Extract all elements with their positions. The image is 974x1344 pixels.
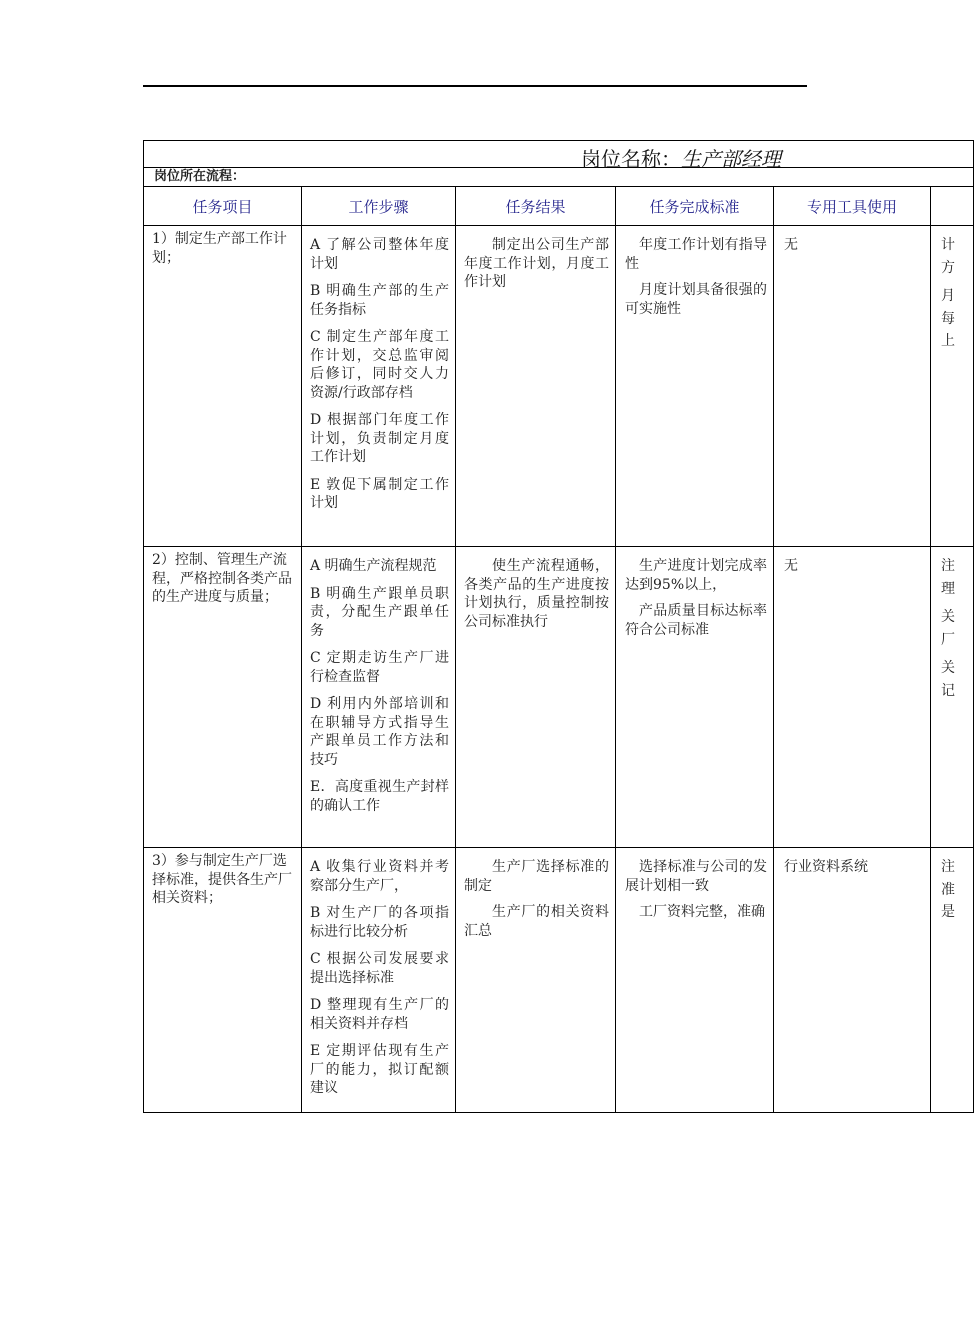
standard-item: 工厂资料完整，准确: [639, 904, 765, 920]
step-item: C 根据公司发展要求提出选择标准: [310, 951, 449, 986]
col-header-standard: 任务完成标准: [616, 187, 774, 226]
extra-fragment: 理: [941, 580, 955, 597]
step-item: A 了解公司整体年度计划: [310, 237, 449, 272]
extra-fragment: 月: [941, 288, 955, 304]
extra-fragment: 注: [941, 859, 955, 875]
page-title: [581, 143, 781, 172]
extra-fragment: 关: [941, 609, 955, 625]
step-item: C 定期走访生产厂进行检查监督: [310, 650, 449, 685]
table-row: [144, 547, 974, 848]
tool-cell: 行业资料系统: [774, 848, 931, 1113]
extra-fragment: 是: [941, 904, 955, 920]
standard-cell: [616, 547, 774, 848]
col-header-steps: 工作步骤: [302, 187, 456, 226]
steps-cell: [302, 226, 456, 547]
tool-cell: 无: [774, 226, 931, 547]
step-item: D 利用内外部培训和在职辅导方式指导生产跟单员工作方法和技巧: [310, 696, 449, 768]
standard-item: 月度计划具备很强的可实施性: [625, 282, 767, 317]
extra-cell: [931, 848, 974, 1113]
step-item: B 对生产厂的各项指标进行比较分析: [310, 905, 449, 940]
steps-cell: [302, 547, 456, 848]
extra-fragment: 方: [941, 259, 955, 276]
result-item: 制定出公司生产部年度工作计划，月度工作计划: [464, 237, 609, 290]
result-item: 生产厂的相关资料汇总: [464, 904, 609, 939]
header-row: [144, 187, 974, 226]
step-item: B 明确生产部的生产任务指标: [310, 283, 449, 318]
step-item: D 整理现有生产厂的相关资料并存档: [310, 997, 449, 1032]
result-item: 生产厂选择标准的制定: [464, 859, 609, 894]
step-item: B 明确生产跟单员职责，分配生产跟单任务: [310, 585, 449, 639]
step-item: C 制定生产部年度工作计划，交总监审阅后修订，同时交人力资源/行政部存档: [310, 329, 449, 401]
col-header-extra: [931, 187, 974, 226]
title-value: 生产部经理: [681, 147, 781, 171]
extra-fragment: 记: [941, 682, 955, 699]
step-item: A 明确生产流程规范: [310, 558, 437, 574]
task-cell: 3）参与制定生产厂选择标准，提供各生产厂相关资料；: [144, 848, 302, 1113]
step-item: E．高度重视生产封样的确认工作: [310, 779, 449, 814]
process-label: 岗位所在流程：: [144, 168, 974, 187]
extra-fragment: 注: [941, 558, 955, 574]
step-item: E 定期评估现有生产厂的能力，拟订配额建议: [310, 1043, 449, 1096]
extra-fragment: 计: [941, 237, 955, 253]
job-description-table: [143, 140, 974, 1113]
tool-cell: 无: [774, 547, 931, 848]
top-rule: [143, 85, 807, 87]
standard-item: 选择标准与公司的发展计划相一致: [625, 859, 767, 894]
result-cell: [456, 848, 616, 1113]
table-row: [144, 226, 974, 547]
step-item: D 根据部门年度工作计划，负责制定月度工作计划: [310, 412, 449, 465]
result-item: 使生产流程通畅，各类产品的生产进度按计划执行，质量控制按公司标准执行: [464, 558, 609, 630]
extra-fragment: 上: [941, 333, 955, 349]
task-cell: 1）制定生产部工作计划；: [144, 226, 302, 547]
col-header-tools: 专用工具使用: [774, 187, 931, 226]
table-row: [144, 848, 974, 1113]
title-label: 岗位名称：: [581, 147, 681, 171]
standard-cell: [616, 848, 774, 1113]
standard-cell: [616, 226, 774, 547]
extra-fragment: 准: [941, 881, 955, 898]
extra-fragment: 厂: [941, 631, 955, 648]
step-item: E 敦促下属制定工作计划: [310, 476, 449, 511]
extra-fragment: 每: [941, 310, 955, 327]
steps-cell: [302, 848, 456, 1113]
result-cell: [456, 547, 616, 848]
col-header-result: 任务结果: [456, 187, 616, 226]
standard-item: 年度工作计划有指导性: [625, 237, 767, 272]
standard-item: 生产进度计划完成率达到95%以上，: [625, 558, 767, 593]
title-cell: [144, 141, 974, 171]
extra-fragment: 关: [941, 660, 955, 676]
step-item: A 收集行业资料并考察部分生产厂，: [310, 859, 449, 894]
result-cell: [456, 226, 616, 547]
task-cell: 2）控制、管理生产流程，严格控制各类产品的生产进度与质量；: [144, 547, 302, 848]
col-header-task: 任务项目: [144, 187, 302, 226]
standard-item: 产品质量目标达标率符合公司标准: [625, 603, 767, 638]
extra-cell: [931, 547, 974, 848]
extra-cell: [931, 226, 974, 547]
